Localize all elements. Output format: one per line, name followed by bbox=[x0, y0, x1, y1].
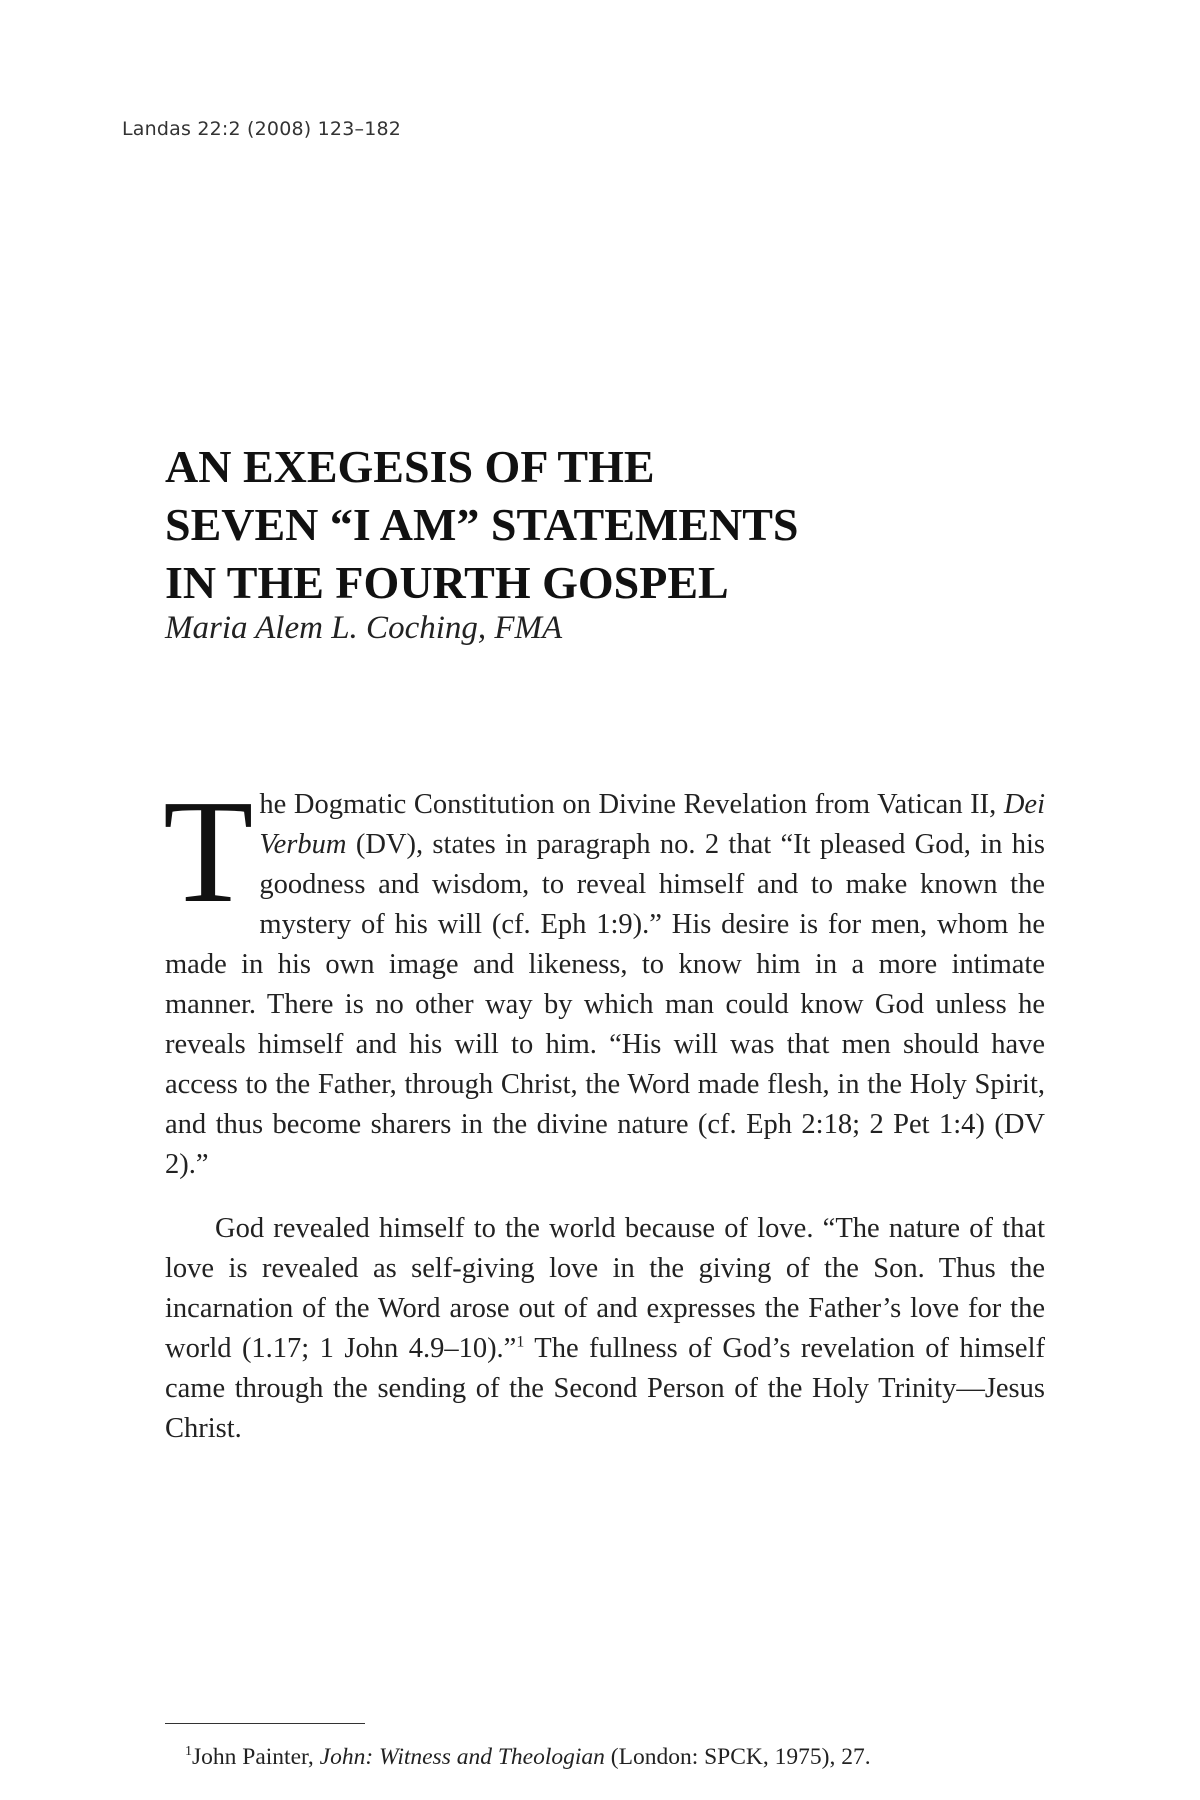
paragraph-1-text-b: (DV), states in paragraph no. 2 that “It pleased God, in his goodness and wisdom, to reveal himself and to make known the mystery of his will (cf. Eph 1:9).” His desire is for men, whom he made in his own image and likeness, to know him in a more intimate manner. There is no other way by which man could know God unless he reveals himself and his will to him. “His will was that men should have access to the Father, through Christ, the Word made flesh, in the Holy Spirit, and thus become sharers in the divine nature (cf. Eph 2:18; 2 Pet 1:4) (DV 2).” bbox=[165, 829, 1045, 1180]
paragraph-2-text-b: The fullness of God’s revelation of himself came through the sending of the Second Person of the Holy Trinity—Jesus Christ. bbox=[165, 1333, 1045, 1444]
paragraph-2 bbox=[165, 1209, 1045, 1449]
footnote-book-title: John: Witness and Theologian bbox=[319, 1744, 605, 1770]
title-line-2: SEVEN “I AM” STATEMENTS bbox=[165, 499, 799, 550]
author-byline: Maria Alem L. Coching, FMA bbox=[165, 610, 563, 646]
footnote-divider bbox=[165, 1723, 365, 1724]
article-title bbox=[165, 438, 1065, 612]
title-line-1: AN EXEGESIS OF THE bbox=[165, 441, 655, 492]
footnote-reference[interactable]: 1 bbox=[516, 1333, 525, 1351]
running-head: Landas 22:2 (2008) 123–182 bbox=[122, 118, 402, 140]
drop-cap: T bbox=[163, 770, 254, 934]
footnote-number: 1 bbox=[185, 1744, 192, 1760]
footnote bbox=[185, 1742, 1065, 1772]
footnote-details: (London: SPCK, 1975), 27. bbox=[604, 1744, 871, 1770]
paragraph-2-text-a: God revealed himself to the world because of love. “The nature of that love is revealed as self-giving love in the giving of the Son. Thus the incarnation of the Word arose out of and expresses the Father’s love for the world (1.17; 1 John 4.9–10).” bbox=[165, 1213, 1045, 1364]
paragraph-1 bbox=[163, 770, 1045, 1185]
paragraph-1-italic: Dei Verbum bbox=[259, 789, 1045, 860]
title-line-3: IN THE FOURTH GOSPEL bbox=[165, 557, 729, 608]
footnote-author: John Painter, bbox=[192, 1744, 320, 1770]
paragraph-1-text-a: he Dogmatic Constitution on Divine Revelation from Vatican II, bbox=[259, 789, 1004, 820]
